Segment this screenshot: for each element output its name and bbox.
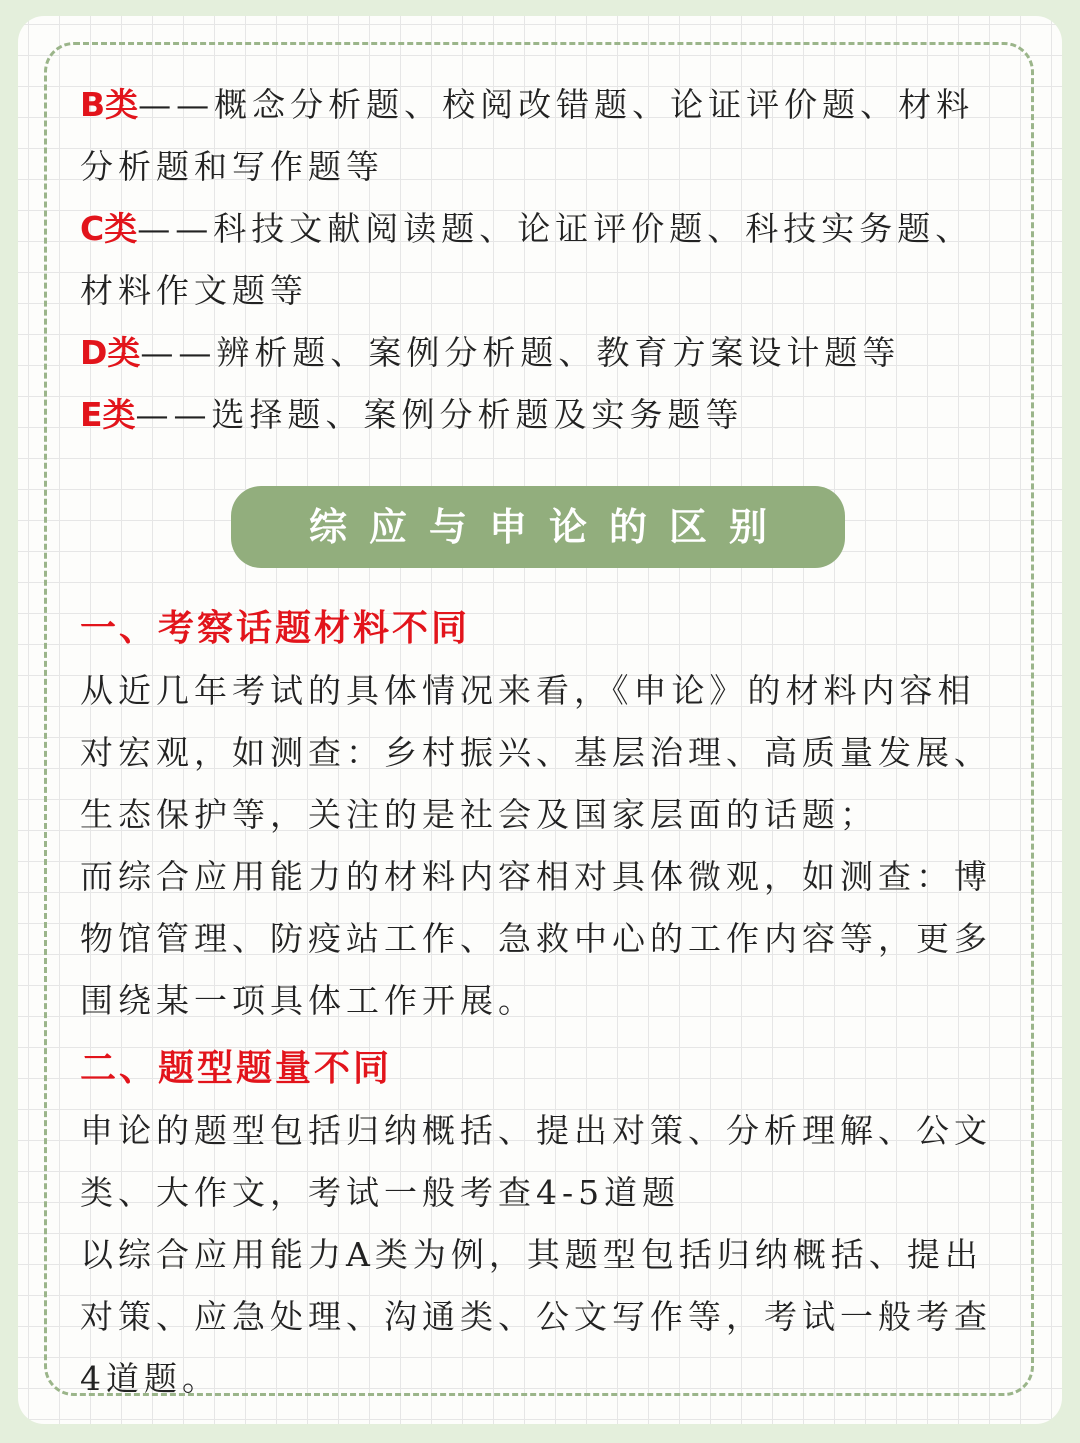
section-2-heading: 二、题型题量不同 [80, 1048, 393, 1089]
category-d-label: D类 [80, 333, 141, 372]
section-1-line: 围绕某一项具体工作开展。 [80, 981, 536, 1020]
section-2-line: 申论的题型包括归纳概括、提出对策、分析理解、公文 [80, 1111, 992, 1150]
category-e-label: E类 [80, 395, 136, 434]
section-2-line: 4道题。 [80, 1359, 220, 1398]
section-2-line: 类、大作文，考试一般考查4-5道题 [80, 1173, 681, 1212]
note-card [18, 16, 1062, 1424]
category-d-text-1: ——辨析题、案例分析题、教育方案设计题等 [140, 333, 901, 372]
category-e-line-1 [80, 384, 1008, 446]
section-2-line: 对策、应急处理、沟通类、公文写作等，考试一般考查 [80, 1297, 992, 1336]
category-b-label: B类 [80, 85, 139, 124]
section-1-line: 而综合应用能力的材料内容相对具体微观，如测查：博 [80, 857, 992, 896]
section-1-line: 生态保护等，关注的是社会及国家层面的话题； [80, 795, 878, 834]
category-c-line-2: 材料作文题等 [80, 271, 308, 310]
section-2-line: 以综合应用能力A类为例，其题型包括归纳概括、提出 [80, 1235, 983, 1274]
section-1-line: 物馆管理、防疫站工作、急救中心的工作内容等，更多 [80, 919, 992, 958]
category-c-line-1 [80, 198, 1008, 260]
section-1-heading: 一、考察话题材料不同 [80, 608, 471, 649]
section-1-line: 从近几年考试的具体情况来看，《申论》的材料内容相 [80, 671, 976, 710]
section-banner: 综应与申论的区别 [231, 486, 845, 568]
section-2-body [80, 1100, 1008, 1410]
category-list [80, 74, 1008, 446]
category-b-text-1: ——概念分析题、校阅改错题、论证评价题、材料 [138, 85, 975, 124]
category-b-line-2: 分析题和写作题等 [80, 147, 384, 186]
category-c-text-1: ——科技文献阅读题、论证评价题、科技实务题、 [137, 209, 974, 248]
category-d-line-1 [80, 322, 1008, 384]
category-e-text-1: ——选择题、案例分析题及实务题等 [135, 395, 744, 434]
category-c-label: C类 [80, 209, 138, 248]
section-1-body [80, 660, 1008, 1032]
section-1-line: 对宏观，如测查：乡村振兴、基层治理、高质量发展、 [80, 733, 992, 772]
content-area [80, 74, 1008, 1410]
category-b-line-1 [80, 74, 1008, 136]
